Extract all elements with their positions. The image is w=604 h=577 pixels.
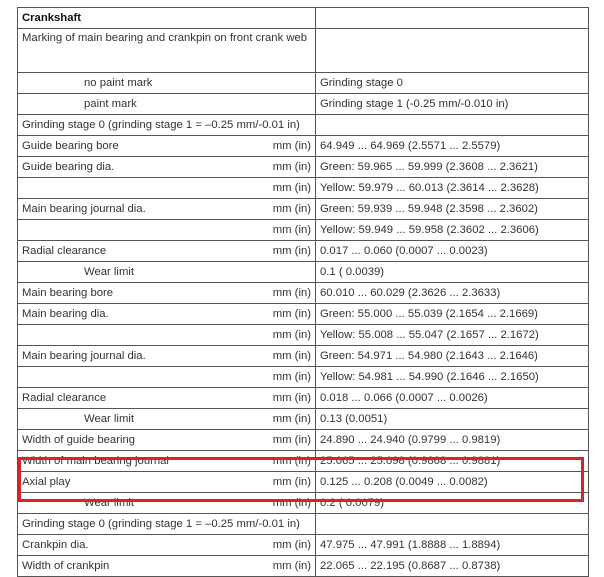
table-row — [18, 514, 589, 535]
row-label: Grinding stage 0 (grinding stage 1 = –0.25 mm/-0.01 in) — [18, 115, 316, 136]
value-cell: 0.13 (0.0051) — [316, 409, 589, 430]
table-row — [18, 451, 589, 472]
unit-label: mm (in) — [272, 497, 311, 509]
unit-label: mm (in) — [272, 539, 311, 551]
value-cell: 0.1 ( 0.0039) — [316, 262, 589, 283]
row-label: Width of main bearing journal — [22, 455, 169, 467]
value-cell — [316, 514, 589, 535]
unit-label: mm (in) — [272, 161, 311, 173]
row-label: Main bearing journal dia. — [22, 350, 146, 362]
section-title: Crankshaft — [18, 8, 316, 29]
value-cell: Grinding stage 1 (-0.25 mm/-0.010 in) — [316, 94, 589, 115]
value-cell: 47.975 ... 47.991 (1.8888 ... 1.8894) — [316, 535, 589, 556]
unit-label: mm (in) — [272, 287, 311, 299]
value-cell: Yellow: 54.981 ... 54.990 (2.1646 ... 2.1650) — [316, 367, 589, 388]
unit-label: mm (in) — [272, 392, 311, 404]
row-label: Main bearing bore — [22, 287, 114, 299]
unit-label: mm (in) — [272, 140, 311, 152]
row-label: Guide bearing bore — [22, 140, 119, 152]
unit-label: mm (in) — [272, 434, 311, 446]
row-label: Marking of main bearing and crankpin on front crank web — [18, 29, 316, 73]
table-row — [18, 115, 589, 136]
unit-label: mm (in) — [272, 560, 311, 572]
table-row — [18, 241, 589, 262]
value-cell: Green: 55.000 ... 55.039 (2.1654 ... 2.1669) — [316, 304, 589, 325]
table-row — [18, 409, 589, 430]
value-cell: 0.2 ( 0.0079) — [316, 493, 589, 514]
unit-label: mm (in) — [272, 308, 311, 320]
value-cell: Grinding stage 0 — [316, 73, 589, 94]
table-row — [18, 73, 589, 94]
unit-label: mm (in) — [272, 245, 311, 257]
row-label: Crankpin dia. — [22, 539, 89, 551]
row-label: Guide bearing dia. — [22, 161, 115, 173]
table-row — [18, 220, 589, 241]
unit-label: mm (in) — [272, 413, 311, 425]
value-cell: 22.065 ... 22.195 (0.8687 ... 0.8738) — [316, 556, 589, 577]
value-cell: Yellow: 59.949 ... 59.958 (2.3602 ... 2.3606) — [316, 220, 589, 241]
table-row — [18, 535, 589, 556]
value-cell: Green: 54.971 ... 54.980 (2.1643 ... 2.1646) — [316, 346, 589, 367]
table-row — [18, 283, 589, 304]
row-label: Radial clearance — [22, 392, 107, 404]
table-row — [18, 136, 589, 157]
row-label: no paint mark — [18, 73, 316, 94]
unit-label: mm (in) — [272, 182, 311, 194]
row-label: Main bearing journal dia. — [22, 203, 146, 215]
table-row — [18, 556, 589, 577]
unit-label: mm (in) — [272, 371, 311, 383]
value-cell: 25.065 ... 25.098 (0.9868 ... 0.9881) — [316, 451, 589, 472]
value-cell: 0.018 ... 0.066 (0.0007 ... 0.0026) — [316, 388, 589, 409]
table-row — [18, 178, 589, 199]
row-label: Wear limit — [84, 413, 135, 425]
row-label: Main bearing dia. — [22, 308, 109, 320]
table-row — [18, 430, 589, 451]
row-label: Width of crankpin — [22, 560, 110, 572]
row-label: paint mark — [18, 94, 316, 115]
unit-label: mm (in) — [272, 476, 311, 488]
unit-label: mm (in) — [272, 455, 311, 467]
value-cell — [316, 29, 589, 73]
value-cell: 60.010 ... 60.029 (2.3626 ... 2.3633) — [316, 283, 589, 304]
table-row — [18, 157, 589, 178]
unit-label: mm (in) — [272, 350, 311, 362]
row-label: Width of guide bearing — [22, 434, 136, 446]
row-label: Grinding stage 0 (grinding stage 1 = –0.25 mm/-0.01 in) — [18, 514, 316, 535]
row-label: Radial clearance — [22, 245, 107, 257]
value-cell: 0.125 ... 0.208 (0.0049 ... 0.0082) — [316, 472, 589, 493]
value-cell: Green: 59.939 ... 59.948 (2.3598 ... 2.3602) — [316, 199, 589, 220]
table-row — [18, 472, 589, 493]
unit-label: mm (in) — [272, 224, 311, 236]
value-cell: 64.949 ... 64.969 (2.5571 ... 2.5579) — [316, 136, 589, 157]
value-cell: Yellow: 55.008 ... 55.047 (2.1657 ... 2.1672) — [316, 325, 589, 346]
table-row — [18, 8, 589, 29]
value-cell: Green: 59.965 ... 59.999 (2.3608 ... 2.3621) — [316, 157, 589, 178]
value-cell — [316, 8, 589, 29]
table-row — [18, 199, 589, 220]
table-row — [18, 493, 589, 514]
table-row — [18, 262, 589, 283]
value-cell: Yellow: 59.979 ... 60.013 (2.3614 ... 2.3628) — [316, 178, 589, 199]
value-cell: 24.890 ... 24.940 (0.9799 ... 0.9819) — [316, 430, 589, 451]
unit-label: mm (in) — [272, 329, 311, 341]
row-label: Wear limit — [84, 497, 135, 509]
table-row — [18, 304, 589, 325]
table-row — [18, 29, 589, 73]
table-row — [18, 367, 589, 388]
value-cell: 0.017 ... 0.060 (0.0007 ... 0.0023) — [316, 241, 589, 262]
unit-label: mm (in) — [272, 203, 311, 215]
row-label: Wear limit — [84, 266, 135, 278]
table-row — [18, 346, 589, 367]
crankshaft-spec-table — [17, 7, 588, 572]
table-row — [18, 94, 589, 115]
table-row — [18, 325, 589, 346]
row-label: Axial play — [22, 476, 71, 488]
value-cell — [316, 115, 589, 136]
table-row — [18, 388, 589, 409]
